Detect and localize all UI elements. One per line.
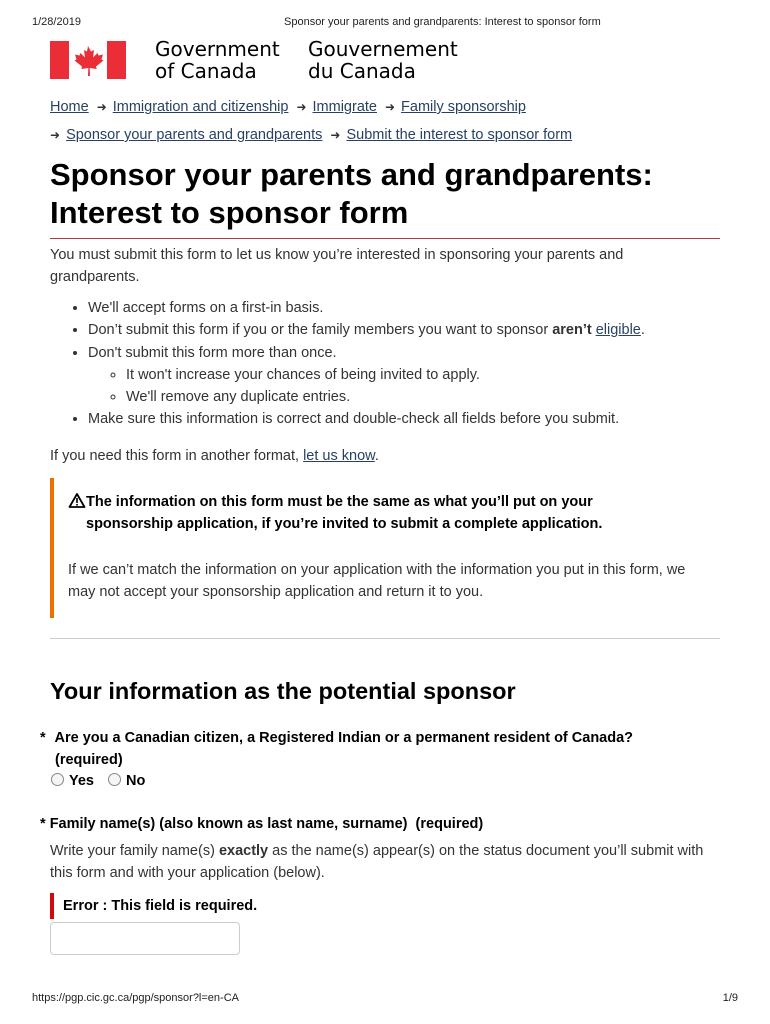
arrow-right-icon: ➜ (296, 100, 307, 114)
radio-yes-option[interactable] (51, 773, 94, 789)
list-item (88, 408, 748, 430)
canada-flag-icon (50, 41, 126, 79)
signature-english (155, 38, 280, 82)
breadcrumb-sponsor-parents[interactable]: Sponsor your parents and grandparents (66, 127, 323, 143)
list-item (88, 319, 748, 341)
print-page-number: 1/9 (722, 992, 738, 1004)
instructions-list (50, 297, 748, 431)
arrow-right-icon: ➜ (384, 100, 396, 114)
family-name-label: Family name(s) (also known as last name, surname) (49, 816, 408, 832)
duplicates-text: We'll remove any duplicate entries. (126, 389, 351, 406)
print-url: https://pgp.cic.gc.ca/pgp/sponsor?l=en-CA (32, 992, 239, 1004)
arrow-right-icon: ➜ (50, 128, 61, 142)
signature-fr-line2: du Canada (308, 59, 416, 83)
help-text: Write your family name(s) (50, 843, 219, 859)
arrow-right-icon: ➜ (96, 100, 107, 114)
help-text-end: as the name(s) appear(s) on the status document you’ll submit with this form and with your application (below). (50, 843, 704, 881)
radio-no-option[interactable] (108, 773, 145, 789)
warning-icon (68, 493, 86, 508)
required-text: (required) (415, 816, 484, 832)
chances-text: It won't increase your chances of being invited to apply. (126, 366, 480, 383)
list-item (88, 297, 748, 319)
intro-paragraph: You must submit this form to let us know you’re interested in sponsoring your parents and grandparents. (50, 247, 624, 285)
alt-format-text: If you need this form in another format, (50, 448, 304, 464)
breadcrumb-home[interactable]: Home (50, 99, 89, 115)
print-header (32, 16, 738, 30)
alert-title (68, 491, 698, 535)
eligible-link[interactable]: eligible (595, 322, 641, 339)
radio-yes-label: Yes (69, 773, 94, 789)
sub-list-item (126, 386, 748, 408)
let-us-know-link[interactable]: let us know (303, 448, 375, 464)
signature-fr-line1: Gouvernement (308, 37, 458, 61)
make-sure-text: Make sure this information is correct and double-check all fields before you submit. (88, 411, 620, 428)
citizenship-question (40, 727, 720, 771)
page-title (50, 156, 720, 239)
required-marker: * (40, 816, 46, 832)
section-divider (50, 638, 720, 639)
sub-list (88, 364, 748, 409)
sub-list-item (126, 364, 748, 386)
breadcrumb-immigration-citizenship[interactable]: Immigration and citizenship (112, 99, 289, 115)
eligible-period: . (640, 322, 645, 339)
signature-en-line1: Government (155, 37, 280, 61)
error-message: Error : This field is required. (50, 893, 257, 919)
page-title-line1: Sponsor your parents and grandparents: (50, 157, 653, 192)
alt-format-paragraph (50, 445, 710, 467)
page-title-line2: Interest to sponsor form (50, 195, 409, 230)
print-date: 1/28/2019 (32, 16, 81, 28)
radio-no[interactable] (108, 773, 121, 786)
signature-french (308, 38, 458, 82)
warning-alert (50, 478, 714, 618)
arrow-right-icon: ➜ (330, 128, 341, 142)
arent-emphasis: aren’t (552, 322, 592, 339)
breadcrumb (50, 93, 730, 149)
required-marker: * (40, 730, 46, 746)
alt-format-period: . (374, 448, 379, 464)
breadcrumb-family-sponsorship[interactable]: Family sponsorship (401, 99, 526, 115)
family-name-question (40, 813, 720, 835)
signature-en-line2: of Canada (155, 59, 257, 83)
once-text: Don't submit this form more than once. (88, 344, 337, 361)
section-heading: Your information as the potential sponsor (50, 678, 516, 704)
citizenship-radio-group (51, 770, 155, 792)
eligible-text: Don’t submit this form if you or the family members you want to sponsor (88, 322, 553, 339)
radio-yes[interactable] (51, 773, 64, 786)
list-item (88, 342, 748, 409)
breadcrumb-immigrate[interactable]: Immigrate (312, 99, 377, 115)
required-text: (required) (55, 752, 123, 768)
breadcrumb-submit-interest[interactable]: Submit the interest to sponsor form (346, 127, 573, 143)
alert-title-line2: sponsorship application, if you’re invited to submit a complete application. (86, 516, 603, 532)
radio-no-label: No (126, 773, 146, 789)
alert-title-line1: The information on this form must be the same as what you’ll put on your (86, 494, 593, 510)
family-name-input[interactable] (50, 922, 240, 955)
print-title: Sponsor your parents and grandparents: Interest to sponsor form (284, 16, 601, 28)
family-name-help (50, 840, 720, 884)
citizenship-question-label: Are you a Canadian citizen, a Registered Indian or a permanent resident of Canada? (54, 730, 634, 746)
exactly-emphasis: exactly (218, 843, 269, 859)
first-in-text: We'll accept forms on a first-in basis. (88, 300, 324, 316)
alert-body: If we can’t match the information on your application with the information you put in this form, we may not accept your sponsorship application and return it to you. (68, 562, 686, 600)
